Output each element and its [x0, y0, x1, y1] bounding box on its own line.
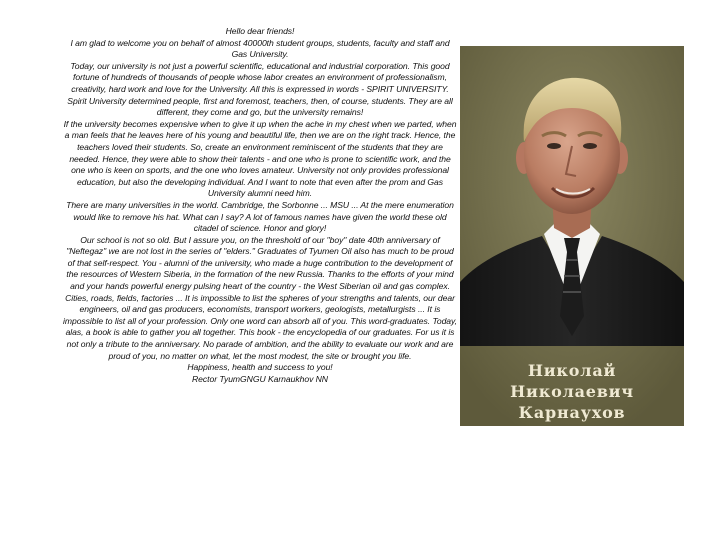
letter-paragraph: I am glad to welcome you on behalf of almost 40000th student groups, students, faculty and staff and Gas University. [70, 37, 450, 60]
letter-greeting: Hello dear friends! [225, 26, 295, 36]
letter-paragraph: There are many universities in the world. Cambridge, the Sorbonne ... MSU ... At the mere enumeration would like to remove his hat. What can I say? A lot of famous names have given the world these old citadel of science. Honor and glory! [66, 199, 454, 234]
letter-signature: Rector TyumGNGU Karnaukhov NN [192, 373, 328, 384]
caption-surname: Карнаухов [518, 403, 626, 422]
portrait-caption [460, 360, 684, 423]
letter-paragraph: Cities, roads, fields, factories ... It is impossible to list the spheres of your strengths and talents, our dear engineers, oil and gas producers, economists, transport workers, geologists, metallurgists ... It is impossible to list all of your profession. Only one word can absorb all of you. This word-graduates. Today, alas, a book is able to gather you all together. This book - the encyclopedia of our graduates. For us it is not only a tribute to the anniversary. No parade of ambition, and the ability to evaluate our work and are proud of you, no matter on what, let the most modest, the site or brought you life. [63, 292, 457, 361]
caption-patronymic: Николаевич [510, 382, 634, 401]
letter-paragraph: Today, our university is not just a powerful scientific, educational and industrial corporation. This good fortune of hundreds of thousands of people whose labor creates an environment of professionalism, creativity, hard work and love for the University. All this is expressed in words - SPIRIT UNIVERSITY. Spirit University determined people, first and foremost, teachers, then, of course, students. They are all different, they come and go, but the university remains! [67, 60, 453, 118]
letter-paragraph: If the university becomes expensive when to give it up when the ache in my chest when we parted, when a man feels that he leaves here of his young and beautiful life, then we are on the right track. Hence, the teachers loved their students. So, create an environment reminiscent of the students that they are needed. Hence, they were able to show their talents - and one who is prone to scientific work, and the one who is keen on sports, and the one who loves amateur. University not only provides professional education, but also the developing individual. And I want to note that even after the prom and Gas University alumni need him. [63, 118, 457, 199]
letter-paragraph: Our school is not so old. But I assure you, on the threshold of our "boy" date 40th anniversary of "Neftegaz" we are not lost in the series of "elders." Graduates of Tyumen Oil also has much to be proud of that self-respect. You - alumni of the university, who made a huge contribution to the development of the resources of Western Siberia, in the formation of the new Russia. Thanks to the efforts of your mind and your hands powerful energy pulsing heart of the country - the West Siberian oil and gas complex. [66, 234, 454, 292]
welcome-letter [62, 26, 458, 385]
rector-portrait [460, 46, 684, 426]
letter-closing: Happiness, health and success to you! [187, 362, 333, 373]
caption-first-name: Николай [527, 361, 617, 380]
